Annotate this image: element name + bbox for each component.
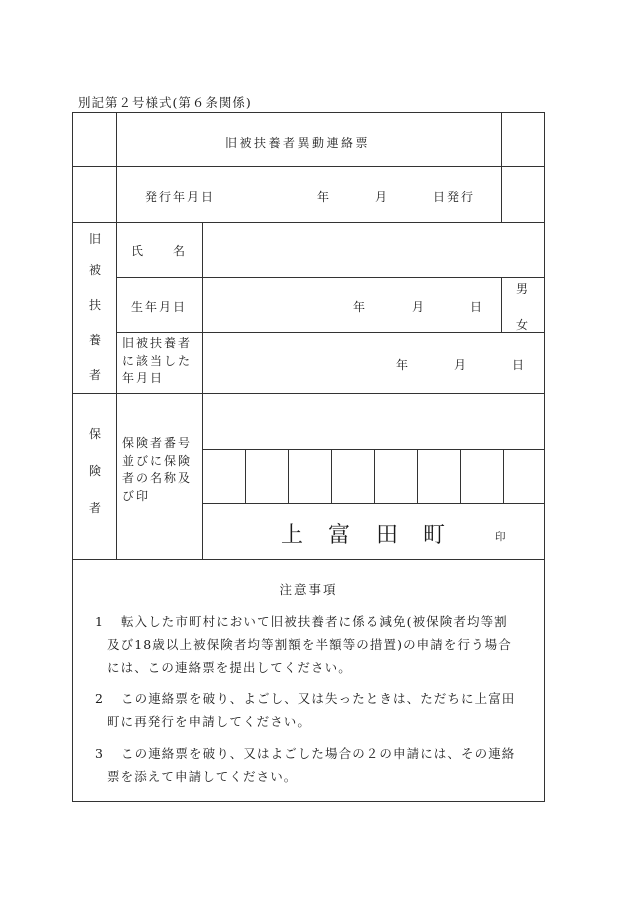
dependent-year-label: 年: [396, 358, 409, 372]
sex-male-option: 男: [516, 282, 529, 296]
name-label-first: 氏: [131, 244, 144, 258]
note-item-2: 2 この連絡票を破り、よごし、又は失ったときは、ただちに上富田 町に再発行を申請してください。: [95, 691, 516, 729]
seal-mark: 印: [495, 531, 506, 543]
note-item-1: 1 転入した市町村において旧被扶養者に係る減免(被保険者均等割 及び18歳以上被保険者均等割額を半額等の措置)の申請を行う場合 には、この連絡票を提出してください。: [95, 614, 512, 675]
section-former-dependent: 旧 被 扶 養 者: [88, 232, 101, 382]
sex-female-option: 女: [516, 318, 529, 332]
form-title: 旧被扶養者異動連絡票: [225, 136, 371, 150]
insurer-info-label: 保険者番号 並びに保険 者の名称及 び印: [122, 436, 193, 503]
birth-year-label: 年: [353, 300, 366, 314]
issue-date-label: 発行年月日: [145, 190, 216, 204]
note-item-3: 3 この連絡票を破り、又はよごした場合の２の申請には、その連絡 票を添えて申請してください。: [95, 746, 516, 784]
issue-month-label: 月: [375, 190, 388, 204]
birth-month-label: 月: [412, 300, 425, 314]
dependent-day-label: 日: [512, 358, 525, 372]
notification-form: 旧被扶養者異動連絡票 発行年月日 年 月 日発行 旧 被 扶 養 者 氏 名 生年月日 年 月 日 男 女 旧被扶養者 に該当した 年月日 年 月 日 保 険 者 保険者番号 並びに保険 者の名称及 び印 上 富 田 町 印 注意事項 1 転入した市町村において旧被扶養者に係る減免(被保険者均等割 及び18歳以上被保険者均等割額を半額等の措置)の申請を行う場合 には、この連絡票を提出してください。 2 この連絡票を破り、よごし、又は失ったときは、ただちに上富田 町に再発行を申請してください。 3 この連絡票を破り、又はよごした場合の２の申請には、その連絡 票を添えて申請してください。: [72, 112, 545, 802]
dependent-month-label: 月: [454, 358, 467, 372]
name-label-second: 名: [173, 244, 186, 258]
section-insurer: 保 険 者: [88, 427, 101, 515]
dependent-date-label: 旧被扶養者 に該当した 年月日: [122, 336, 193, 385]
issue-year-label: 年: [317, 190, 330, 204]
birth-date-label: 生年月日: [131, 300, 188, 314]
form-number-caption: 別記第２号様式(第６条関係): [78, 95, 252, 110]
notes-title: 注意事項: [279, 582, 338, 597]
issue-day-label: 日発行: [433, 190, 476, 204]
birth-day-label: 日: [470, 300, 483, 314]
